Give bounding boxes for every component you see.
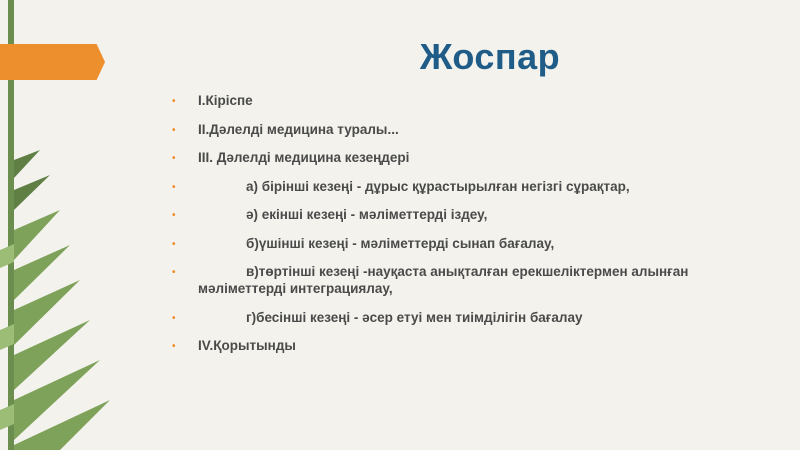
agenda-item-text: а) бірінші кезеңі - дұрыс құрастырылған негізгі сұрақтар, xyxy=(246,178,630,194)
agenda-item-text: ә) екінші кезеңі - мәліметтерді іздеу, xyxy=(246,207,488,222)
bullet-icon: • xyxy=(172,341,176,352)
agenda-item-text: б)үшінші кезеңі - мәліметтерді сынап бағалау, xyxy=(246,235,555,251)
bullet-icon: • xyxy=(172,181,176,193)
slide-title: Жоспар xyxy=(419,36,561,77)
agenda-item xyxy=(172,235,732,252)
agenda-item-text: I.Кіріспе xyxy=(198,93,253,108)
bullet-icon: • xyxy=(172,312,176,324)
agenda-list xyxy=(172,92,732,366)
agenda-item-text: г)бесінші кезеңі - әсер етуі мен тиімділігін бағалау xyxy=(246,309,583,325)
agenda-item xyxy=(172,92,732,109)
agenda-item xyxy=(172,149,732,166)
bullet-icon: • xyxy=(172,96,176,107)
agenda-item xyxy=(172,309,732,326)
bullet-icon: • xyxy=(172,267,176,278)
agenda-item-text: IV.Қорытынды xyxy=(198,338,296,353)
bullet-icon: • xyxy=(172,238,176,250)
agenda-item xyxy=(172,263,732,297)
agenda-item xyxy=(172,206,732,223)
orange-title-tab xyxy=(0,44,105,80)
bullet-icon: • xyxy=(172,153,176,164)
bullet-icon: • xyxy=(172,210,176,221)
agenda-item-text: II.Дәлелді медицина туралы... xyxy=(198,121,399,137)
agenda-item xyxy=(172,337,732,354)
agenda-item xyxy=(172,121,732,138)
bullet-icon: • xyxy=(172,124,176,136)
agenda-item xyxy=(172,178,732,195)
agenda-item-text: в)төртінші кезеңі -науқаста анықталған ерекшеліктермен алынған мәліметтерді интеграциялау, xyxy=(198,264,689,296)
agenda-item-text: III. Дәлелді медицина кезеңдері xyxy=(198,150,410,165)
